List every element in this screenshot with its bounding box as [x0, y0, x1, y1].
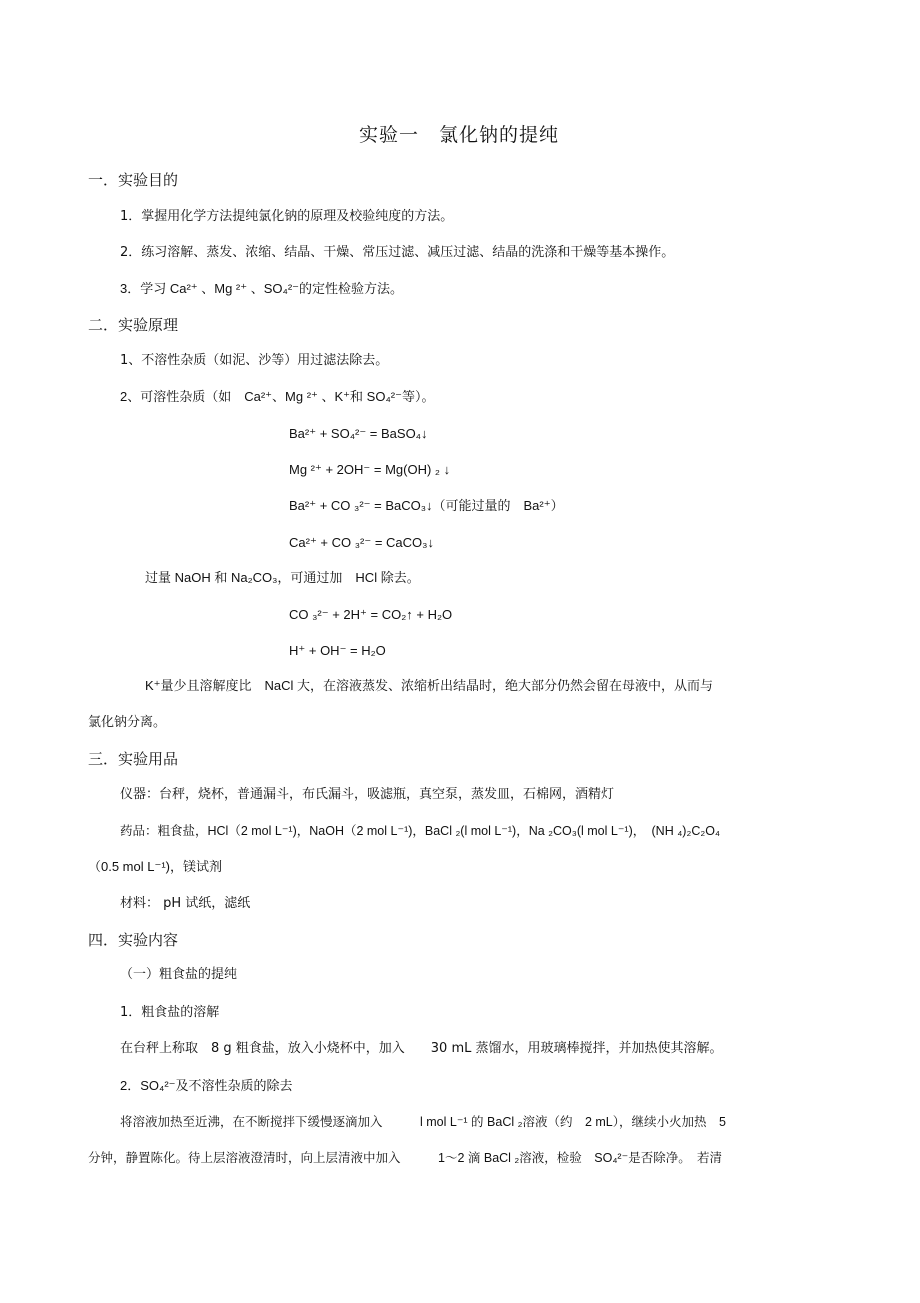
- section-heading-principle: 二．实验原理: [88, 316, 179, 334]
- section-heading-purpose: 一．实验目的: [88, 171, 179, 189]
- equation-line: Mg ²⁺ + 2OH⁻ = Mg(OH) ₂ ↓: [289, 462, 451, 477]
- text-line: 2、可溶性杂质（如 Ca²⁺、Mg ²⁺ 、K⁺和 SO₄²⁻等）。: [120, 389, 435, 404]
- subsection-heading: （一）粗食盐的提纯: [120, 967, 238, 982]
- text-line: 氯化钠分离。: [88, 715, 167, 730]
- equation-line: Ba²⁺ + SO₄²⁻ = BaSO₄↓: [289, 426, 428, 441]
- document-title: 实验一 氯化钠的提纯: [359, 124, 560, 146]
- equation-line: H⁺ + OH⁻ = H₂O: [289, 643, 386, 658]
- text-line: 药品：粗食盐，HCl（2 mol L⁻¹)，NaOH（2 mol L⁻¹)，BaCl ₂(l mol L⁻¹)，Na ₂CO₃(l mol L⁻¹)， (NH ₄)₂C₂O₄: [120, 824, 721, 838]
- text-line: 1．粗食盐的溶解: [120, 1005, 220, 1020]
- text-line: 在台秤上称取 8 g 粗食盐，放入小烧杯中，加入 30 mL 蒸馏水，用玻璃棒搅拌，并加热使其溶解。: [120, 1041, 723, 1056]
- text-line: 2．练习溶解、蒸发、浓缩、结晶、干燥、常压过滤、减压过滤、结晶的洗涤和干燥等基本操作。: [120, 245, 675, 260]
- text-line: （0.5 mol L⁻¹)，镁试剂: [88, 859, 222, 874]
- text-line: 1．掌握用化学方法提纯氯化钠的原理及校验纯度的方法。: [120, 209, 454, 224]
- text-line: 将溶液加热至近沸，在不断搅拌下缓慢逐滴加入 l mol L⁻¹ 的 BaCl ₂溶液（约 2 mL），继续小火加热 5: [120, 1115, 726, 1129]
- text-line: 3．学习 Ca²⁺ 、Mg ²⁺ 、SO₄²⁻的定性检验方法。: [120, 281, 404, 296]
- text-line: K⁺量少且溶解度比 NaCl 大，在溶液蒸发、浓缩析出结晶时，绝大部分仍然会留在母液中，从而与: [145, 678, 714, 693]
- text-line: 过量 NaOH 和 Na₂CO₃，可通过加 HCl 除去。: [145, 570, 420, 585]
- text-line: 1、不溶性杂质（如泥、沙等）用过滤法除去。: [120, 353, 389, 368]
- equation-line: Ba²⁺ + CO ₃²⁻ = BaCO₃↓（可能过量的 Ba²⁺）: [289, 498, 564, 513]
- text-line: 2．SO₄²⁻及不溶性杂质的除去: [120, 1078, 293, 1093]
- section-heading-materials: 三．实验用品: [88, 750, 179, 768]
- equation-line: Ca²⁺ + CO ₃²⁻ = CaCO₃↓: [289, 535, 434, 550]
- text-line: 分钟，静置陈化。待上层溶液澄清时，向上层清液中加入 1～2 滴 BaCl ₂溶液，检验 SO₄²⁻是否除净。 若清: [88, 1151, 722, 1165]
- section-heading-procedure: 四．实验内容: [88, 931, 179, 949]
- text-line: 材料： pH 试纸，滤纸: [120, 896, 251, 911]
- equation-line: CO ₃²⁻ + 2H⁺ = CO₂↑ + H₂O: [289, 607, 453, 622]
- text-line: 仪器：台秤，烧杯，普通漏斗，布氏漏斗，吸滤瓶，真空泵，蒸发皿，石棉网，酒精灯: [120, 787, 615, 802]
